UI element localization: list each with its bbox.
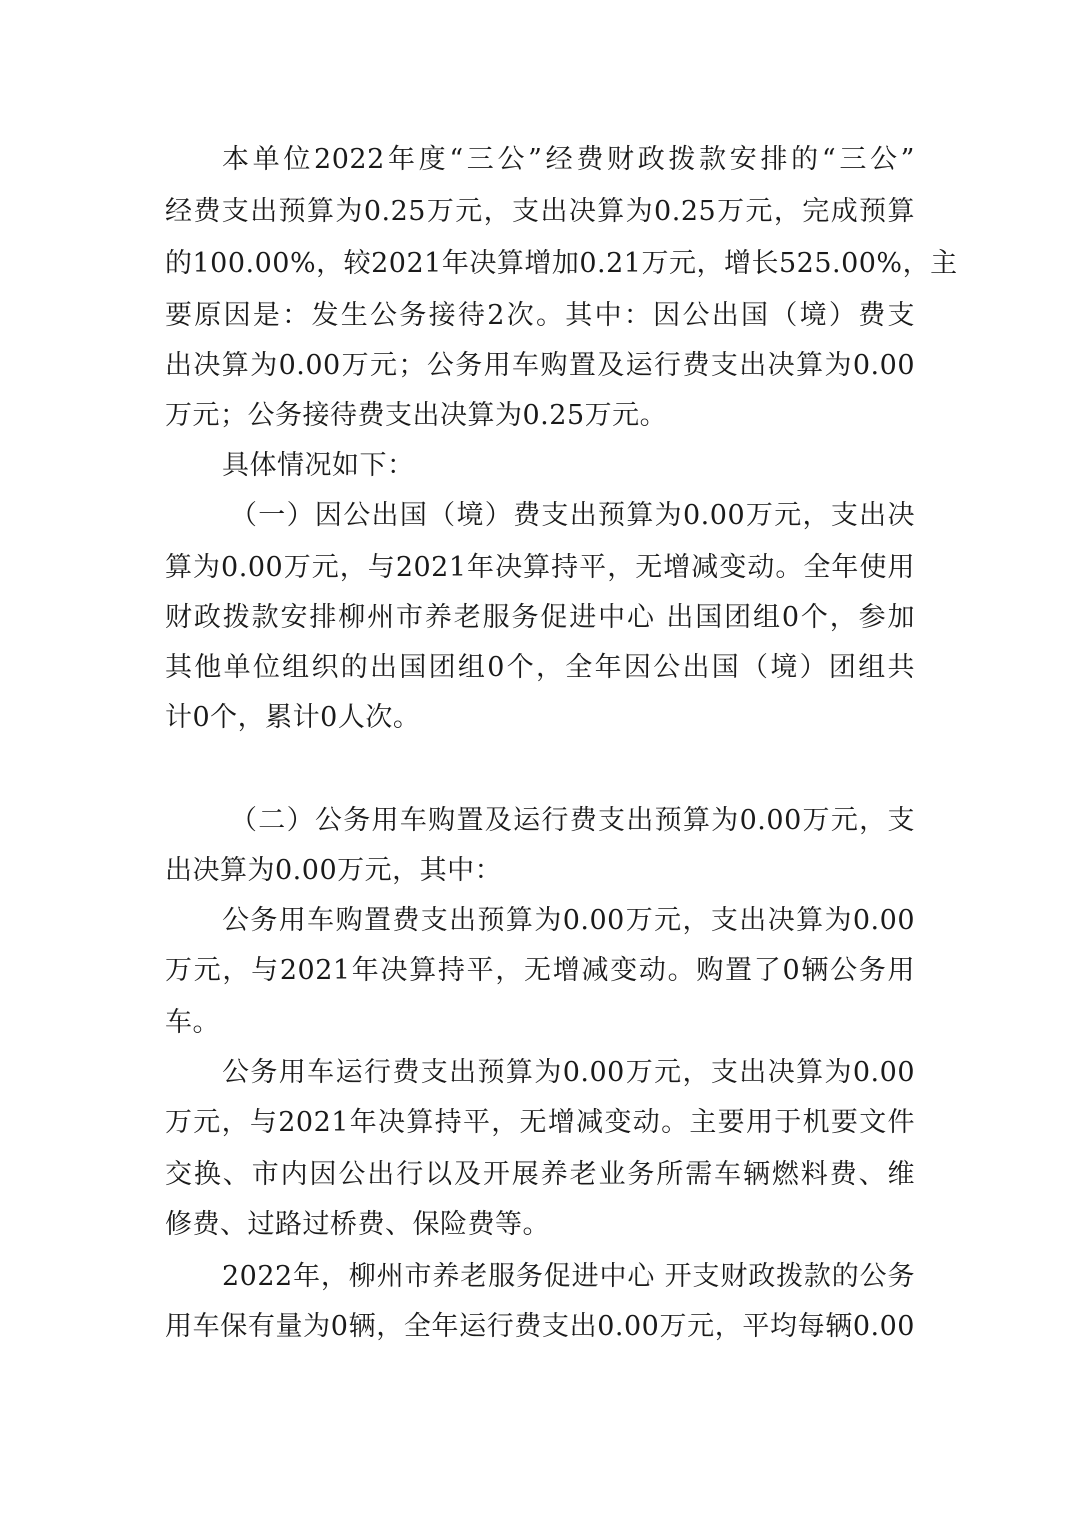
paragraph-1-line-5: 出决算为0.00万元；公务用车购置及运行费支出决算为0.00	[165, 350, 915, 381]
vehicle-purchase-line-1: 公务用车购置费支出预算为0.00万元，支出决算为0.00	[222, 905, 915, 936]
vehicle-summary-line-1: 2022年，柳州市养老服务促进中心 开支财政拨款的公务	[222, 1261, 915, 1292]
vehicle-operation-line-4: 修费、过路过桥费、保险费等。	[165, 1209, 550, 1240]
section-1-line-2: 算为0.00万元，与2021年决算持平，无增减变动。全年使用	[165, 552, 915, 583]
paragraph-1-line-4: 要原因是：发生公务接待2次。其中：因公出国（境）费支	[165, 300, 915, 331]
section-1-line-4: 其他单位组织的出国团组0个，全年因公出国（境）团组共	[165, 652, 915, 683]
vehicle-operation-line-2: 万元，与2021年决算持平，无增减变动。主要用于机要文件	[165, 1107, 915, 1138]
paragraph-1-line-6: 万元；公务接待费支出决算为0.25万元。	[165, 400, 668, 431]
paragraph-1-line-3: 的100.00%，较2021年决算增加0.21万元，增长525.00%，主	[165, 248, 958, 279]
section-1-line-3: 财政拨款安排柳州市养老服务促进中心 出国团组0个，参加	[165, 602, 915, 633]
vehicle-operation-line-3: 交换、市内因公出行以及开展养老业务所需车辆燃料费、维	[165, 1159, 915, 1190]
vehicle-operation-line-1: 公务用车运行费支出预算为0.00万元，支出决算为0.00	[222, 1057, 915, 1088]
paragraph-1-line-1: 本单位2022年度“三公”经费财政拨款安排的“三公”	[222, 144, 915, 175]
section-2-line-1: （二）公务用车购置及运行费支出预算为0.00万元，支	[230, 805, 915, 836]
details-intro: 具体情况如下：	[222, 450, 415, 481]
section-2-line-2: 出决算为0.00万元，其中：	[165, 855, 503, 886]
vehicle-purchase-line-3: 车。	[165, 1007, 220, 1038]
vehicle-purchase-line-2: 万元，与2021年决算持平，无增减变动。购置了0辆公务用	[165, 955, 915, 986]
section-1-line-1: （一）因公出国（境）费支出预算为0.00万元，支出决	[230, 500, 915, 531]
paragraph-1-line-2: 经费支出预算为0.25万元，支出决算为0.25万元，完成预算	[165, 196, 915, 227]
section-1-line-5: 计0个，累计0人次。	[165, 702, 421, 733]
vehicle-summary-line-2: 用车保有量为0辆，全年运行费支出0.00万元，平均每辆0.00	[165, 1311, 915, 1342]
